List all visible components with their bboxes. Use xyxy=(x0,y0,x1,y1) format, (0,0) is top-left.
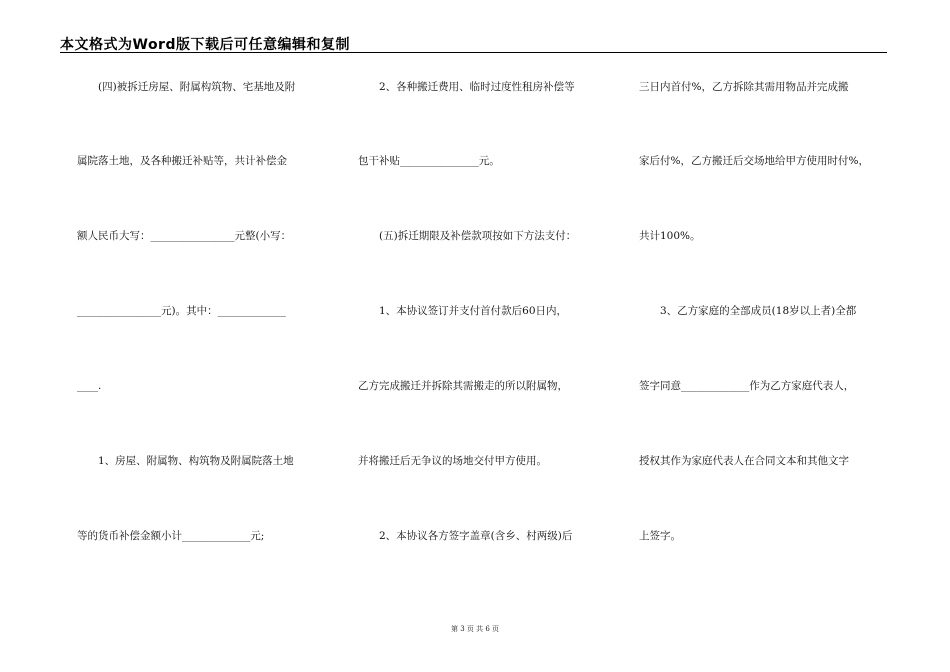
text-line: 属院落土地，及各种搬迁补贴等，共计补偿金 xyxy=(77,155,287,167)
text-line: 1、本协议签订并支付首付款后60日内， xyxy=(358,305,568,317)
text-column-2 xyxy=(358,0,618,672)
page-number: 第 3 页 共 6 页 xyxy=(450,625,500,633)
text-line: 1、房屋、附属物、构筑物及附属院落土地 xyxy=(77,455,294,467)
text-line: 家后付%，乙方搬迁后交场地给甲方使用时付%， xyxy=(639,155,869,167)
text-line: 上签字。 xyxy=(639,530,681,542)
text-column-1 xyxy=(77,0,327,672)
text-line: 包干补贴_______________元。 xyxy=(358,155,500,167)
text-line: 共计100%。 xyxy=(639,230,701,242)
text-line: (五)拆迁期限及补偿款项按如下方法支付： xyxy=(358,230,577,242)
text-line: 额人民币大写：________________元整(小写： xyxy=(77,230,292,242)
text-line: 等的货币补偿金额小计_____________元; xyxy=(77,530,265,542)
text-line: ________________元)。其中：_____________ xyxy=(77,305,286,317)
text-line: ____. xyxy=(77,380,102,392)
document-header-title: 本文格式为Word版下载后可任意编辑和复制 xyxy=(60,37,350,53)
text-line: 并将搬迁后无争议的场地交付甲方使用。 xyxy=(358,455,547,467)
text-line: 授权其作为家庭代表人在合同文本和其他文字 xyxy=(639,455,849,467)
text-line: 2、各种搬迁费用、临时过度性租房补偿等 xyxy=(358,81,575,93)
text-line: 三日内首付%，乙方拆除其需用物品并完成搬 xyxy=(639,81,849,93)
text-line: 2、本协议各方签字盖章(含乡、村两级)后 xyxy=(358,530,573,542)
text-line: 3、乙方家庭的全部成员(18岁以上者)全都 xyxy=(639,305,857,317)
text-line: (四)被拆迁房屋、附属构筑物、宅基地及附 xyxy=(77,81,296,93)
text-line: 签字同意_____________作为乙方家庭代表人， xyxy=(639,380,855,392)
text-line: 乙方完成搬迁并拆除其需搬走的所以附属物， xyxy=(358,380,568,392)
text-column-3 xyxy=(639,0,899,672)
